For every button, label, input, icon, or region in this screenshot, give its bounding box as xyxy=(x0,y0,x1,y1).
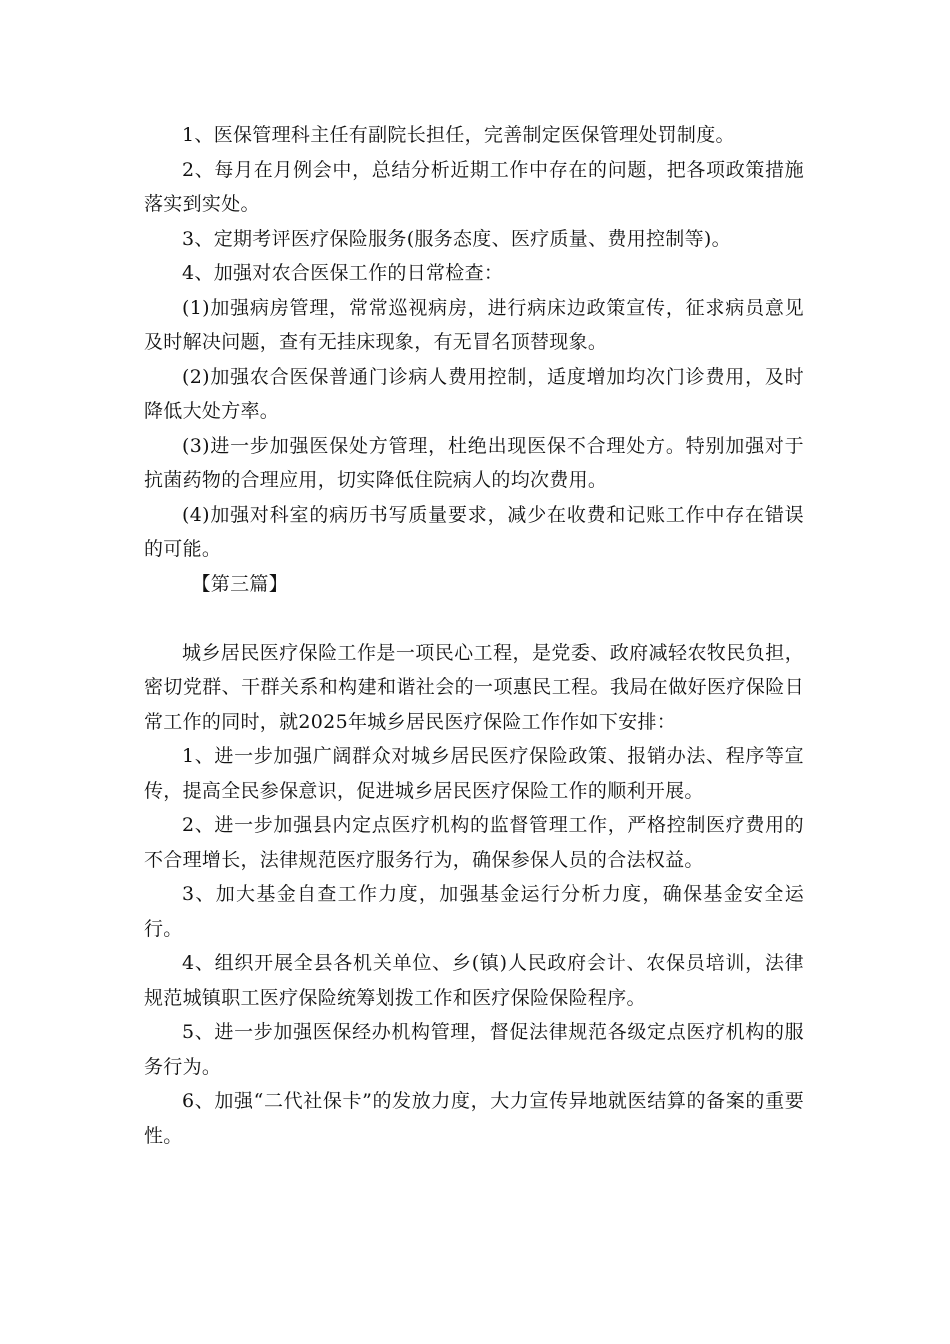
paragraph: 3、加大基金自查工作力度，加强基金运行分析力度，确保基金安全运行。 xyxy=(144,883,804,940)
paragraph: (1)加强病房管理，常常巡视病房，进行病床边政策宣传，征求病员意见及时解决问题，查有无挂床现象，有无冒名顶替现象。 xyxy=(144,296,804,353)
paragraph: 2、每月在月例会中，总结分析近期工作中存在的问题，把各项政策措施落实到实处。 xyxy=(144,158,804,215)
paragraph: 1、医保管理科主任有副院长担任，完善制定医保管理处罚制度。 xyxy=(182,124,735,146)
paragraph: (2)加强农合医保普通门诊病人费用控制，适度增加均次门诊费用，及时降低大处方率。 xyxy=(144,365,804,422)
intro-paragraph: 城乡居民医疗保险工作是一项民心工程，是党委、政府减轻农牧民负担，密切党群、干群关系和构建和谐社会的一项惠民工程。我局在做好医疗保险日常工作的同时，就2025年城乡居民医疗保险工作作如下安排： xyxy=(144,641,804,733)
paragraph: 2、进一步加强县内定点医疗机构的监督管理工作，严格控制医疗费用的不合理增长，法律规范医疗服务行为，确保参保人员的合法权益。 xyxy=(144,814,804,871)
paragraph: (4)加强对科室的病历书写质量要求，减少在收费和记账工作中存在错误的可能。 xyxy=(144,503,804,560)
blank-line xyxy=(144,601,804,636)
paragraph: (3)进一步加强医保处方管理，杜绝出现医保不合理处方。特别加强对于抗菌药物的合理应用，切实降低住院病人的均次费用。 xyxy=(144,434,804,491)
document-body xyxy=(144,118,804,1153)
paragraph: 5、进一步加强医保经办机构管理，督促法律规范各级定点医疗机构的服务行为。 xyxy=(144,1021,804,1078)
section-heading: 【第三篇】 xyxy=(191,572,289,595)
paragraph: 4、组织开展全县各机关单位、乡(镇)人民政府会计、农保员培训，法律规范城镇职工医疗保险统筹划拨工作和医疗保险保险程序。 xyxy=(144,952,804,1009)
paragraph: 6、加强“二代社保卡”的发放力度，大力宣传异地就医结算的备案的重要性。 xyxy=(144,1090,804,1147)
paragraph: 3、定期考评医疗保险服务(服务态度、医疗质量、费用控制等)。 xyxy=(182,227,731,250)
paragraph: 1、进一步加强广阔群众对城乡居民医疗保险政策、报销办法、程序等宣传，提高全民参保意识，促进城乡居民医疗保险工作的顺利开展。 xyxy=(144,745,804,802)
paragraph: 4、加强对农合医保工作的日常检查： xyxy=(182,262,504,284)
